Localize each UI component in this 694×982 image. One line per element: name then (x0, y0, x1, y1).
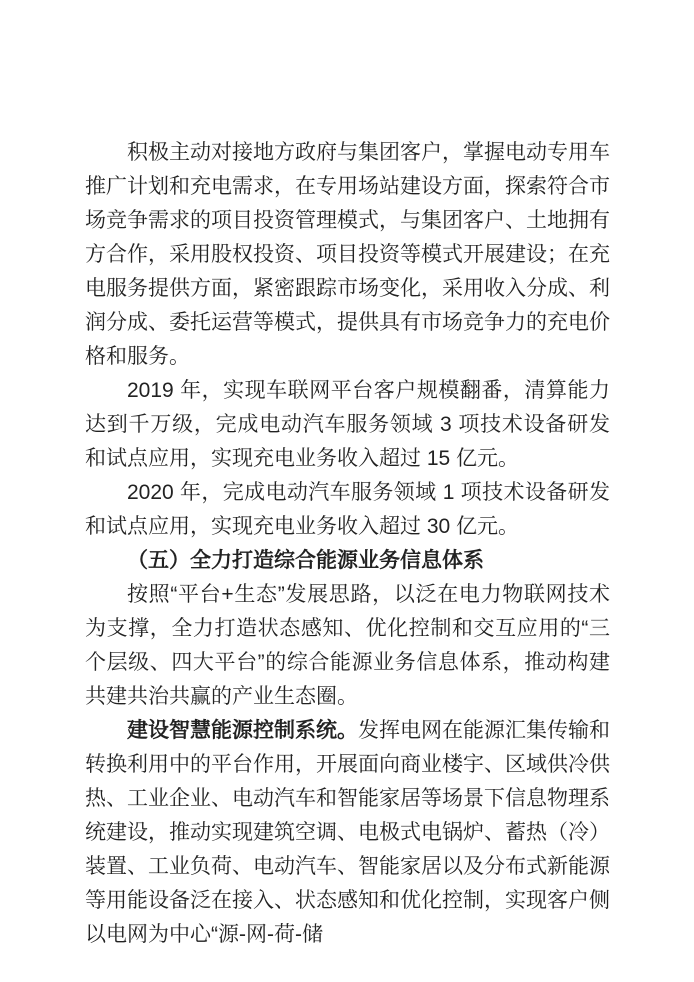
text-run: 发挥电网在能源汇集传输和转换利用中的平台作用，开展面向商业楼宇、区域供冷供热、工业企业、电动汽车和智能家居等场景下信息物理系统建设，推动实现建筑空调、电极式电锅炉、蓄热（冷）装置、工业负荷、电动汽车、智能家居以及分布式新能源等用能设备泛在接入、状态感知和优化控制，实现客户侧以电网为中心“源-网-荷-储 (85, 719, 610, 946)
body-paragraph (85, 476, 610, 544)
section-heading (85, 544, 610, 578)
body-paragraph (85, 374, 610, 476)
bold-lead-run: 建设智慧能源控制系统。 (127, 719, 358, 742)
document-body (85, 136, 610, 952)
body-paragraph (85, 714, 610, 952)
body-paragraph (85, 578, 610, 714)
body-paragraph (85, 136, 610, 374)
text-run: 按照“平台+生态”发展思路，以泛在电力物联网技术为支撑，全力打造状态感知、优化控制和交互应用的“三个层级、四大平台”的综合能源业务信息体系，推动构建共建共治共赢的产业生态圈。 (85, 583, 610, 708)
text-run: 2020 年，完成电动汽车服务领域 1 项技术设备研发和试点应用，实现充电业务收入超过 30 亿元。 (85, 481, 610, 538)
text-run: 积极主动对接地方政府与集团客户，掌握电动专用车推广计划和充电需求，在专用场站建设方面，探索符合市场竞争需求的项目投资管理模式，与集团客户、土地拥有方合作，采用股权投资、项目投资等模式开展建设；在充电服务提供方面，紧密跟踪市场变化，采用收入分成、利润分成、委托运营等模式，提供具有市场竞争力的充电价格和服务。 (85, 141, 610, 368)
heading-text-run: （五）全力打造综合能源业务信息体系 (127, 549, 484, 572)
text-run: 2019 年，实现车联网平台客户规模翻番，清算能力达到千万级，完成电动汽车服务领域 3 项技术设备研发和试点应用，实现充电业务收入超过 15 亿元。 (85, 379, 610, 470)
